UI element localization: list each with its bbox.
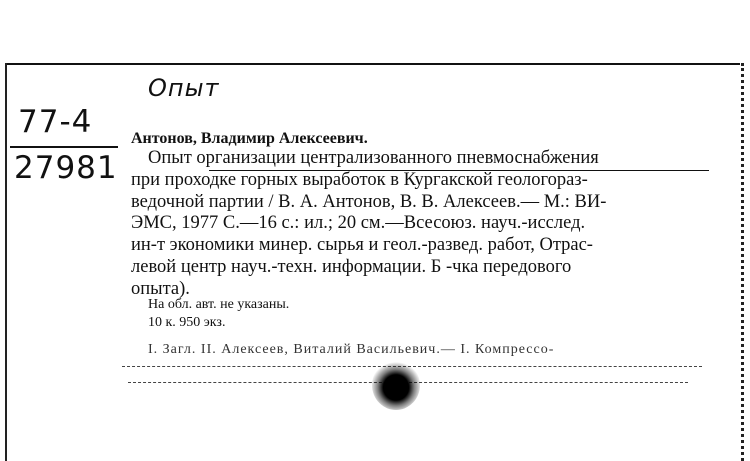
description-line: ин-т экономики минер. сырья и геол.-развед. работ, Отрас-	[131, 235, 593, 256]
card-notes	[148, 296, 289, 332]
handwritten-subject: Опыт	[148, 74, 220, 102]
card-right-border	[741, 63, 744, 461]
card-top-border	[6, 63, 740, 65]
description-line: ЭМС, 1977 С.—16 с.: ил.; 20 см.—Всесоюз. науч.-исслед.	[131, 213, 586, 234]
description-line: левой центр науч.-техн. информации. Б -чка передового	[131, 256, 572, 277]
tracing-line: I. Загл. II. Алексеев, Виталий Васильевич.— I. Компрессо-	[148, 342, 555, 357]
handwritten-inventory-number: 27981	[14, 150, 118, 186]
description-line: Опыт организации централизованного пневмоснабжения	[148, 148, 599, 168]
card-left-border	[5, 63, 7, 461]
ink-blot	[372, 360, 420, 410]
description-line: опыта).	[131, 278, 190, 299]
note-line: 10 к. 950 экз.	[148, 315, 226, 330]
description-line: при проходке горных выработок в Кургакской геологораз-	[131, 169, 588, 190]
note-line: На обл. авт. не указаны.	[148, 297, 290, 312]
description-line: ведочной партии / В. А. Антонов, В. В. Алексеев.— М.: ВИ-	[131, 191, 607, 212]
author-heading: Антонов, Владимир Алексеевич.	[131, 130, 368, 147]
shelf-mark-divider	[10, 146, 118, 148]
bibliographic-description	[131, 148, 716, 301]
handwritten-shelf-mark: 77-4	[18, 104, 93, 140]
